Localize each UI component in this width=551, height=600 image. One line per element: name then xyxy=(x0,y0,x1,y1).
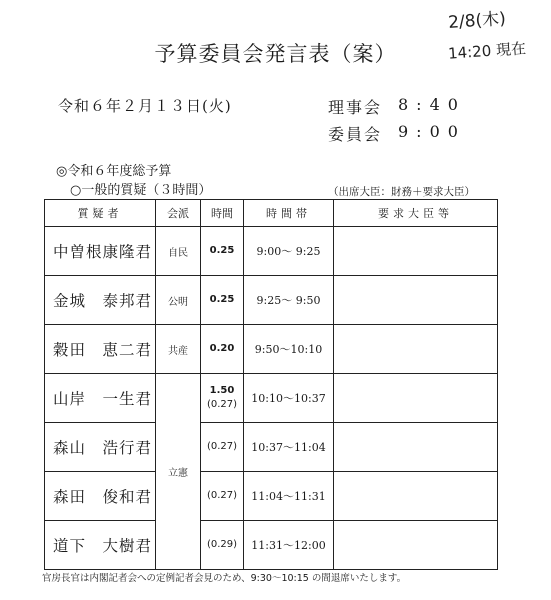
table-row xyxy=(45,374,498,423)
questioner-name: 森田 俊和君 xyxy=(45,472,156,521)
subsection-heading: ○一般的質疑（３時間） xyxy=(70,183,212,198)
page-title: 予算委員会発言表（案） xyxy=(154,42,397,66)
table-header-row xyxy=(45,200,498,227)
table-row xyxy=(45,423,498,472)
ministers-cell xyxy=(334,374,498,423)
handwritten-date: 2/8(木) xyxy=(447,9,507,33)
table-row xyxy=(45,227,498,276)
speaker-schedule-table xyxy=(44,199,498,570)
party-name: 立憲 xyxy=(156,374,201,570)
header-time-slot: 時間帯 xyxy=(244,200,334,227)
meeting-time-committee: 9:00 xyxy=(398,122,466,141)
table-row xyxy=(45,472,498,521)
time-slot: 9:25～ 9:50 xyxy=(244,276,334,325)
header-duration: 時間 xyxy=(201,200,244,227)
duration xyxy=(201,374,244,423)
duration xyxy=(201,423,244,472)
questioner-name: 森山 浩行君 xyxy=(45,423,156,472)
duration-value: 0.25 xyxy=(209,294,235,305)
time-slot: 11:04～11:31 xyxy=(244,472,334,521)
ministers-cell xyxy=(334,276,498,325)
ministers-cell xyxy=(334,423,498,472)
duration-value: 0.25 xyxy=(209,245,235,256)
questioner-name: 山岸 一生君 xyxy=(45,374,156,423)
table-row xyxy=(45,521,498,570)
header-party: 会派 xyxy=(156,200,201,227)
questioner-name: 中曽根康隆君 xyxy=(45,227,156,276)
duration-sub: (0.27) xyxy=(206,399,238,410)
header-ministers: 要求大臣等 xyxy=(334,200,498,227)
meeting-date: 令和６年２月１３日(火) xyxy=(58,97,232,115)
time-slot: 9:00～ 9:25 xyxy=(244,227,334,276)
time-slot: 10:37～11:04 xyxy=(244,423,334,472)
duration-value: 0.20 xyxy=(209,343,235,354)
duration-sub: (0.27) xyxy=(206,441,238,452)
party-name: 自民 xyxy=(156,227,201,276)
duration-sub: (0.27) xyxy=(206,490,238,501)
duration xyxy=(201,276,244,325)
table-row xyxy=(45,276,498,325)
ministers-cell xyxy=(334,227,498,276)
ministers-cell xyxy=(334,521,498,570)
questioner-name: 金城 泰邦君 xyxy=(45,276,156,325)
table-row xyxy=(45,325,498,374)
ministers-cell xyxy=(334,472,498,521)
duration xyxy=(201,472,244,521)
footnote: 官房長官は内閣記者会への定例記者会見のため、9:30～10:15 の間退席いたします。 xyxy=(42,573,407,584)
party-name: 公明 xyxy=(156,276,201,325)
attendance-note: （出席大臣：財務＋要求大臣） xyxy=(328,186,475,198)
meeting-label-board: 理事会 xyxy=(328,98,383,117)
time-slot: 10:10～10:37 xyxy=(244,374,334,423)
header-questioner: 質疑者 xyxy=(45,200,156,227)
meeting-time-board: 8:40 xyxy=(398,95,466,114)
duration xyxy=(201,227,244,276)
ministers-cell xyxy=(334,325,498,374)
party-name: 共産 xyxy=(156,325,201,374)
time-slot: 11:31～12:00 xyxy=(244,521,334,570)
duration xyxy=(201,325,244,374)
meeting-label-committee: 委員会 xyxy=(328,125,383,144)
duration-sub: (0.29) xyxy=(206,539,238,550)
duration xyxy=(201,521,244,570)
duration-value: 1.50 xyxy=(209,385,235,396)
handwritten-time: 14:20 現在 xyxy=(447,39,527,63)
section-heading: ◎令和６年度総予算 xyxy=(56,164,172,179)
questioner-name: 道下 大樹君 xyxy=(45,521,156,570)
time-slot: 9:50～10:10 xyxy=(244,325,334,374)
questioner-name: 穀田 恵二君 xyxy=(45,325,156,374)
